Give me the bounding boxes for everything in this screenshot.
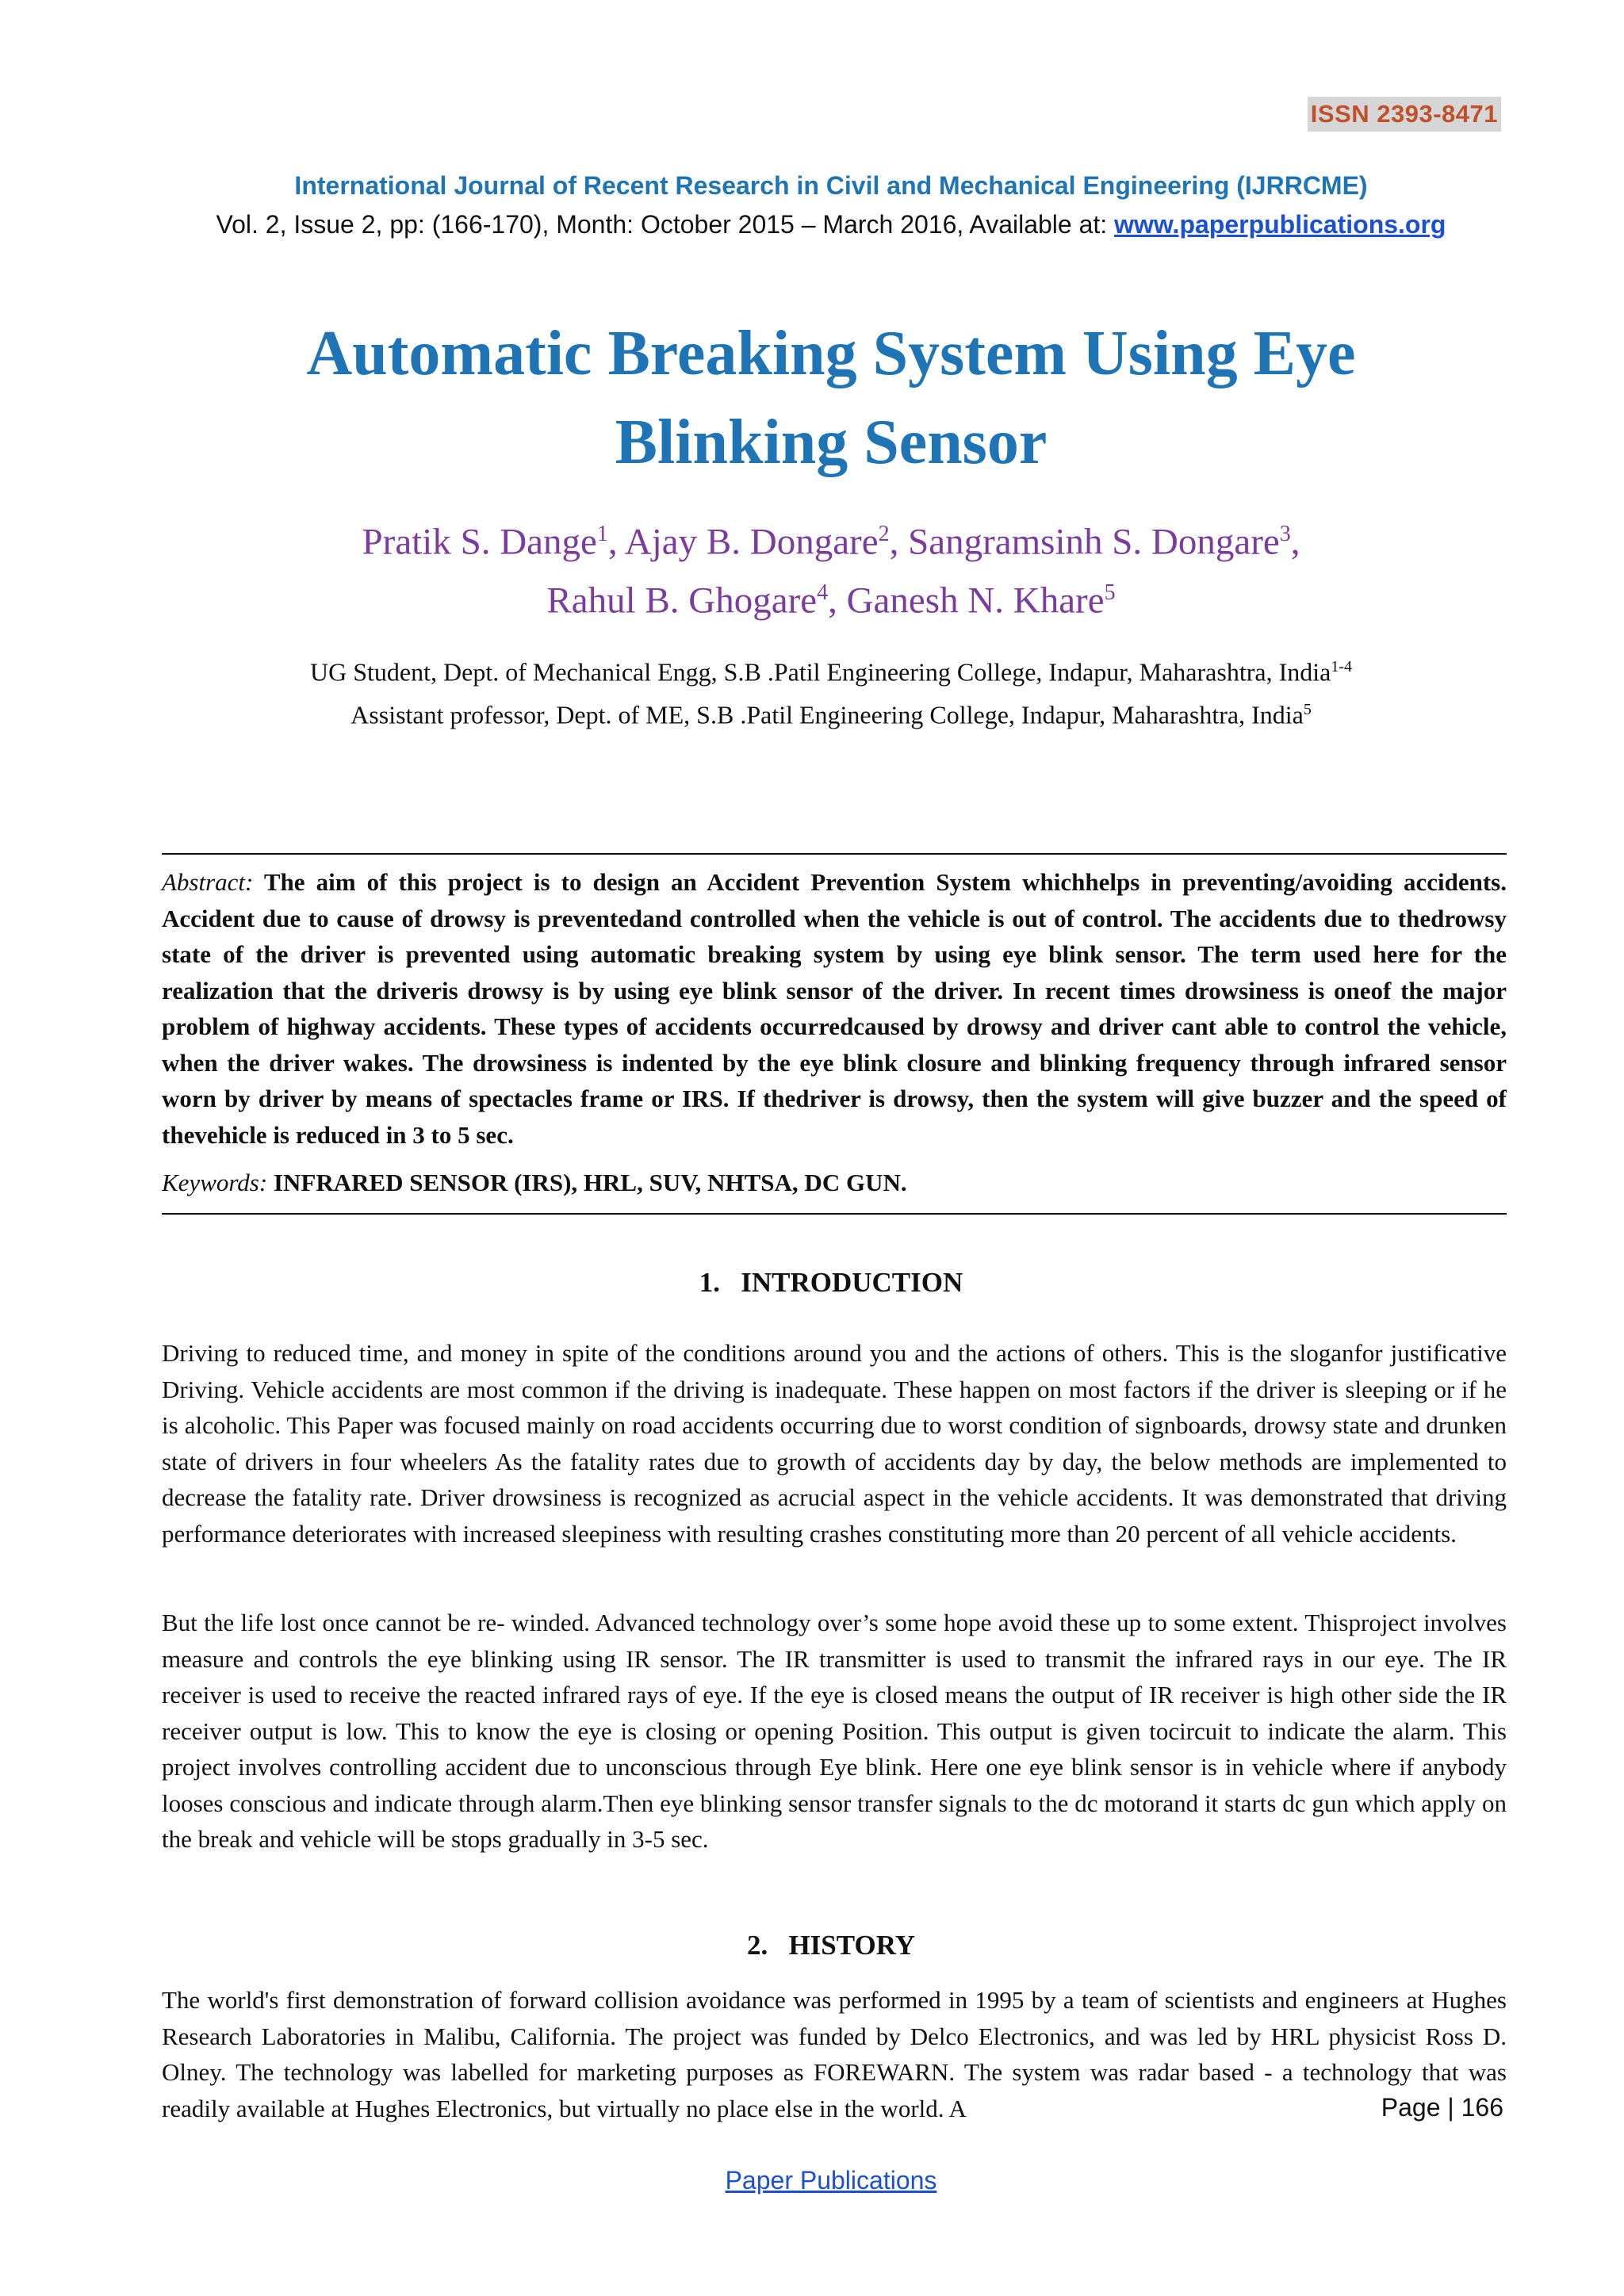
affiliations [0, 649, 1624, 733]
abstract-bottom-rule [162, 1213, 1507, 1215]
author-sep: , [828, 580, 847, 622]
abstract-text: The aim of this project is to design an Accident Prevention System whichhelps in preventing/avoiding accidents. Accident due to cause of drowsy is preventedand controlled when the vehicle is out of control. The accidents due to thedrowsy state of the driver is prevented using automatic breaking system by using eye blink sensor. The term used here for the realization that the driveris drowsy is by using eye blink sensor of the driver. In recent times drowsiness is oneof the major problem of highway accidents. These types of accidents occurredcaused by drowsy and driver cant able to control the vehicle, when the driver wakes. The drowsiness is indented by the eye blink closure and blinking frequency through infrared sensor worn by driver by means of spectacles frame or IRS. If thedriver is drowsy, then the system will give buzzer and the speed of thevehicle is reduced in 3 to 5 sec. [162, 868, 1507, 1149]
author-sep: , [607, 521, 625, 563]
abstract-top-rule [162, 853, 1507, 855]
author-name: Sangramsinh S. Dongare [908, 521, 1280, 563]
author-sup: 3 [1279, 522, 1291, 546]
history-paragraph-1: The world's first demonstration of forward collision avoidance was performed in 1995 by a team of scientists and engineers at Hughes Research Laboratories in Malibu, California. The project was funded by Delco Electronics, and was led by HRL physicist Ross D. Olney. The technology was labelled for marketing purposes as FOREWARN. The system was radar based - a technology that was readily available at Hughes Electronics, but virtually no place else in the world. A [162, 1986, 1507, 2122]
intro-paragraph-1: Driving to reduced time, and money in spite of the conditions around you and the actions of others. This is the sloganfor justificative Driving. Vehicle accidents are most common if the driving is inadequate. These happen on most factors if the driver is sleeping or if he is alcoholic. This Paper was focused mainly on road accidents occurring due to worst condition of signboards, drowsy state and drunken state of drivers in four wheelers As the fatality rates due to growth of accidents day by day, the below methods are implemented to decrease the fatality rate. Driver drowsiness is recognized as acrucial aspect in the vehicle accidents. It was demonstrated that driving performance deteriorates with increased sleepiness with resulting crashes constituting more than 20 percent of all vehicle accidents. [162, 1339, 1507, 1548]
volume-text: Vol. 2, Issue 2, pp: (166-170), Month: October 2015 – March 2016, Available at: [216, 210, 1115, 239]
author-line-1 [0, 509, 1624, 568]
affiliation-sup: 5 [1303, 700, 1312, 718]
author-sup: 2 [878, 522, 890, 546]
author-name: Ajay B. Dongare [624, 521, 879, 563]
title-line-2: Blinking Sensor [615, 408, 1048, 477]
journal-name: International Journal of Recent Research in Civil and Mechanical Engineering (IJRRCME) [294, 171, 1368, 200]
issn-badge: ISSN 2393-8471 [1308, 97, 1501, 132]
keywords-label: Keywords: [162, 1169, 268, 1196]
history-heading: 2. HISTORY [746, 1930, 916, 1961]
author-list [0, 509, 1624, 626]
affiliation-2 [0, 691, 1624, 734]
keywords-block [162, 1169, 1507, 1197]
website-link[interactable]: www.paperpublications.org [1114, 210, 1446, 239]
author-name: Ganesh N. Khare [846, 580, 1105, 622]
abstract-label: Abstract: [162, 868, 254, 896]
affiliation-text: UG Student, Dept. of Mechanical Engg, S.B .Patil Engineering College, Indapur, Maharashtra, India [310, 657, 1331, 687]
author-sep: , [889, 521, 909, 563]
author-sup: 5 [1104, 580, 1116, 605]
title-line-1: Automatic Breaking System Using Eye [306, 319, 1356, 388]
author-sup: 1 [596, 522, 608, 546]
intro-heading: 1. INTRODUCTION [699, 1267, 963, 1298]
author-sep: , [1290, 521, 1300, 563]
affiliation-sup: 1-4 [1331, 658, 1352, 675]
publisher-link[interactable]: Paper Publications [725, 2166, 937, 2195]
author-line-2 [0, 568, 1624, 626]
affiliation-text: Assistant professor, Dept. of ME, S.B .Patil Engineering College, Indapur, Maharashtra, India [350, 700, 1304, 729]
abstract-block [162, 864, 1507, 1153]
page-number: Page | 166 [1381, 2093, 1503, 2122]
author-sup: 4 [817, 580, 829, 605]
affiliation-1 [0, 649, 1624, 691]
author-name: Pratik S. Dange [362, 521, 597, 563]
volume-info [0, 210, 1624, 239]
paper-title [0, 309, 1624, 487]
author-name: Rahul B. Ghogare [546, 580, 818, 622]
intro-paragraph-2: But the life lost once cannot be re- winded. Advanced technology over’s some hope avoid these up to some extent. Thisproject involves measure and controls the eye blinking using IR sensor. The IR transmitter is used to transmit the infrared rays in our eye. The IR receiver is used to receive the reacted infrared rays of eye. If the eye is closed means the output of IR receiver is high other side the IR receiver output is low. This to know the eye is closing or opening Position. This output is given tocircuit to indicate the alarm. This project involves controlling accident due to unconscious through Eye blink. Here one eye blink sensor is in vehicle where if anybody looses conscious and indicate through alarm.Then eye blinking sensor transfer signals to the dc motorand it starts dc gun which apply on the break and vehicle will be stops gradually in 3-5 sec. [162, 1609, 1507, 1853]
keywords-text: INFRARED SENSOR (IRS), HRL, SUV, NHTSA, DC GUN. [273, 1169, 907, 1196]
